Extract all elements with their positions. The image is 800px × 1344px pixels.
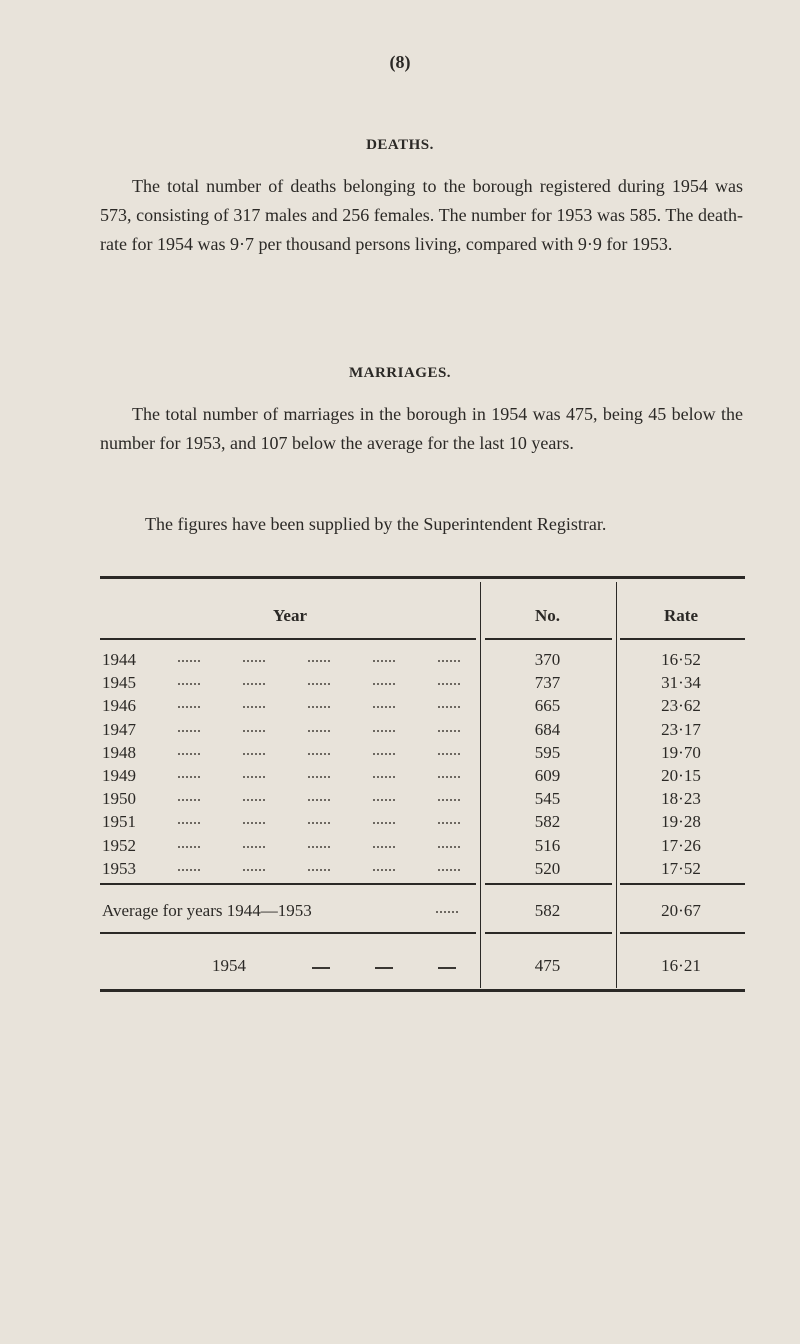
row-leader-dots [178, 822, 460, 824]
row-rate: 17·52 [661, 858, 701, 878]
body-rule-no [485, 883, 612, 885]
row-leader-dots [178, 730, 460, 732]
row-rate: 18·23 [661, 789, 701, 809]
row-leader-dots [178, 776, 460, 778]
row-no: 665 [534, 696, 561, 716]
row-no: 582 [534, 812, 561, 832]
table-row [100, 789, 745, 812]
row-year: 1948 [102, 742, 136, 762]
current-leader-dash [375, 967, 393, 969]
current-leader-dash [438, 967, 456, 969]
row-year: 1949 [102, 766, 136, 785]
row-rate: 19·28 [661, 812, 701, 832]
table-row [100, 836, 745, 859]
page-number: (8) [389, 52, 411, 72]
table-row [100, 696, 745, 719]
row-no: 609 [534, 766, 561, 785]
header-rule-year [100, 638, 476, 640]
header-no: No. [534, 606, 561, 625]
average-leader-dots [436, 911, 458, 913]
average-rate: 20·67 [661, 901, 701, 920]
row-no: 516 [534, 835, 561, 855]
current-leader-dash [312, 967, 330, 969]
table-row [100, 673, 745, 696]
average-rule-year [100, 932, 476, 934]
source-note: The figures have been supplied by the Superintendent Registrar. [145, 514, 607, 534]
average-label: Average for years 1944—1953 [102, 901, 312, 920]
row-leader-dots [178, 799, 460, 801]
row-leader-dots [178, 660, 460, 662]
average-rule-no [485, 932, 612, 934]
row-leader-dots [178, 753, 460, 755]
current-rate: 16·21 [661, 956, 701, 975]
header-rule-no [485, 638, 612, 640]
deaths-paragraph: The total number of deaths belonging to the borough registered during 1954 was 573, consisting of 317 males and 256 females. The number for 1953 was 585. The death-rate for 1954 was 9·7 per thousand persons living, compared with 9·9 for 1953. [100, 176, 743, 254]
row-rate: 16·52 [661, 650, 701, 669]
row-year: 1952 [102, 835, 136, 855]
marriages-heading: MARRIAGES. [348, 365, 452, 381]
row-rate: 17·26 [661, 835, 701, 855]
average-no: 582 [534, 901, 561, 920]
header-rate: Rate [664, 606, 698, 625]
row-no: 684 [534, 719, 561, 739]
row-no: 737 [534, 673, 561, 693]
table-top-rule [100, 576, 745, 579]
row-leader-dots [178, 869, 460, 871]
row-no: 595 [534, 742, 561, 762]
table-row [100, 859, 745, 882]
row-no: 545 [534, 789, 561, 809]
current-year-label: 1954 [212, 956, 246, 975]
average-rule-rate [620, 932, 745, 934]
row-leader-dots [178, 706, 460, 708]
row-year: 1950 [102, 789, 136, 809]
header-year: Year [273, 606, 307, 625]
row-year: 1946 [102, 696, 136, 716]
body-rule-rate [620, 883, 745, 885]
deaths-heading: DEATHS. [366, 137, 434, 153]
row-rate: 20·15 [661, 766, 701, 785]
row-year: 1947 [102, 719, 136, 739]
table-row [100, 720, 745, 743]
row-rate: 23·62 [661, 696, 701, 716]
marriages-paragraph: The total number of marriages in the borough in 1954 was 475, being 45 below the number for 1953, and 107 below the average for the last 10 years. [100, 404, 743, 453]
table-row [100, 650, 745, 673]
row-year: 1945 [102, 673, 136, 693]
row-rate: 31·34 [661, 673, 701, 693]
row-year: 1951 [102, 812, 136, 832]
header-rule-rate [620, 638, 745, 640]
marriages-table [100, 576, 745, 996]
table-bottom-rule [100, 989, 745, 992]
table-row [100, 766, 745, 789]
row-year: 1944 [102, 650, 136, 669]
row-rate: 23·17 [661, 719, 701, 739]
row-rate: 19·70 [661, 742, 701, 762]
row-leader-dots [178, 683, 460, 685]
row-year: 1953 [102, 858, 136, 878]
current-no: 475 [534, 956, 561, 975]
body-rule-year [100, 883, 476, 885]
row-no: 520 [534, 858, 561, 878]
row-no: 370 [534, 650, 561, 669]
row-leader-dots [178, 846, 460, 848]
table-row [100, 743, 745, 766]
table-row [100, 812, 745, 835]
